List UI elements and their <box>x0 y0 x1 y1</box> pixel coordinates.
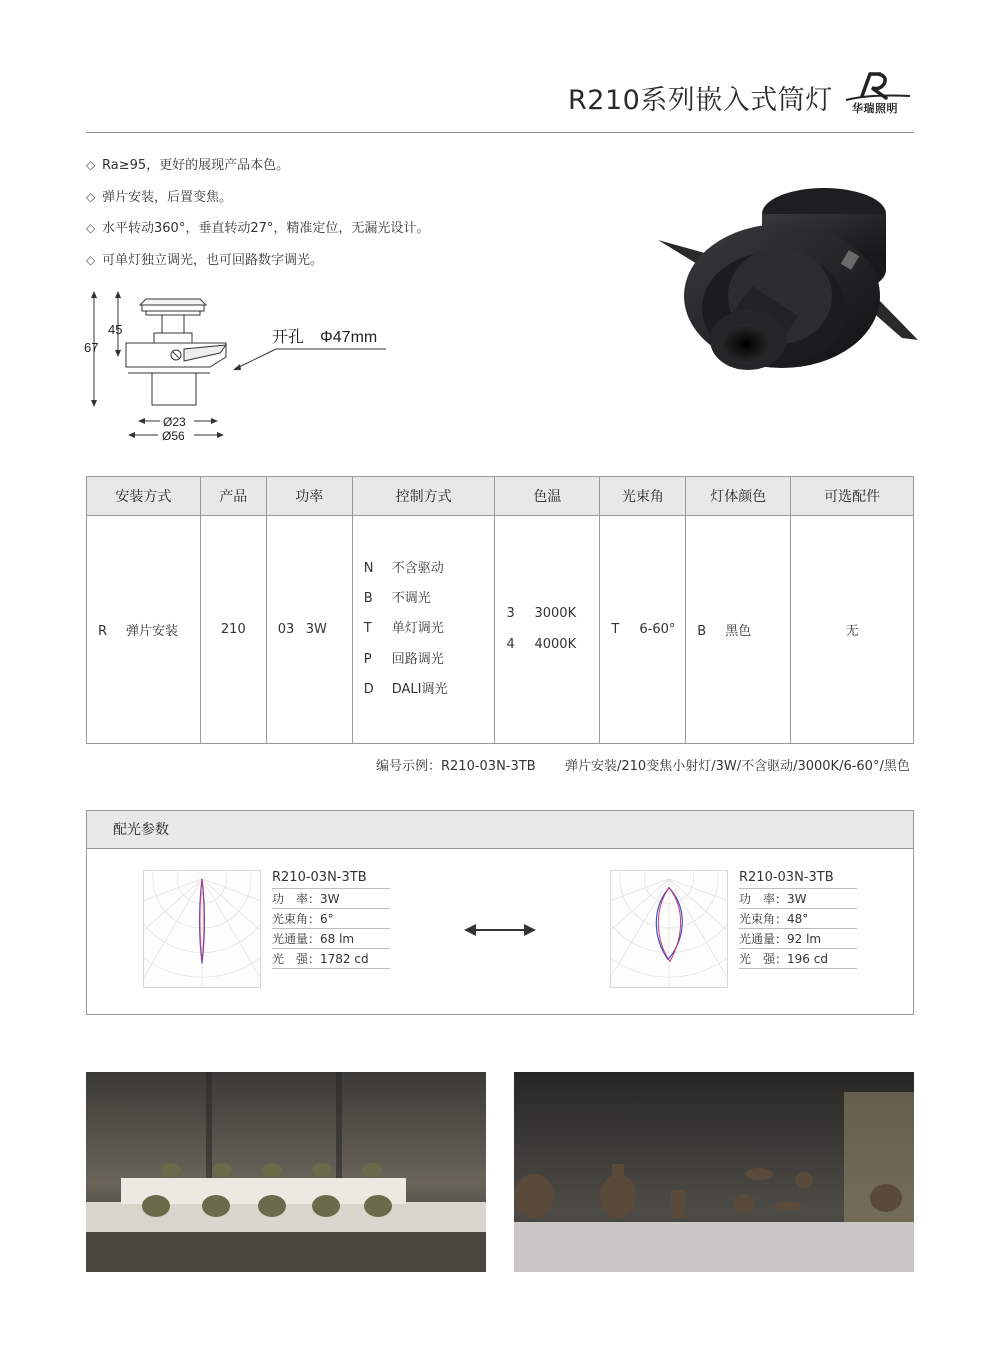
feature-item: ◇ 可单灯独立调光，也可回路数字调光。 <box>86 245 429 277</box>
spec-table <box>86 476 914 744</box>
diamond-icon: ◇ <box>86 221 96 235</box>
application-photo-pottery <box>514 1072 914 1272</box>
diamond-icon: ◇ <box>86 252 96 267</box>
column-header: 色温 <box>495 477 600 516</box>
list-item: D DALI调光 <box>363 681 448 697</box>
list-item: T 单灯调光 <box>363 621 444 637</box>
column-header: 可选配件 <box>791 477 914 516</box>
param-row: 光通量：68 lm <box>272 929 390 949</box>
column-header: 灯体颜色 <box>686 477 791 516</box>
param-row: 光束角：6° <box>272 909 390 929</box>
double-arrow-icon <box>464 920 536 940</box>
params-narrow <box>272 870 390 969</box>
polar-chart-narrow <box>143 870 261 988</box>
table-header-row <box>87 477 914 516</box>
example-description: 弹片安装/210变焦小射灯/3W/不含驱动/3000K/6-60°/黑色 <box>565 759 910 774</box>
param-row: 光 强：196 cd <box>739 949 857 969</box>
model-name: R210-03N-3TB <box>272 870 390 889</box>
diamond-icon: ◇ <box>86 158 96 172</box>
header-divider <box>86 132 914 133</box>
list-item: N 不含驱动 <box>363 560 444 576</box>
dimension-drawing <box>80 285 400 450</box>
list-item: P 回路调光 <box>363 651 444 667</box>
power-cell: 03 3W <box>266 516 352 744</box>
cutout-label: 开孔 Φ47mm <box>272 329 378 346</box>
example-code: 编号示例：R210-03N-3TB <box>376 759 536 774</box>
feature-item: ◇ Ra≥95，更好的展现产品本色。 <box>86 150 429 182</box>
column-header: 产品 <box>200 477 266 516</box>
list-item: B 不调光 <box>363 591 431 607</box>
height-total-label: 67 <box>84 340 99 355</box>
param-row: 光通量：92 lm <box>739 929 857 949</box>
diameter-small-label: Ø23 <box>163 415 186 429</box>
height-upper-label: 45 <box>108 322 123 337</box>
table-row <box>87 516 914 744</box>
param-row: 光 强：1782 cd <box>272 949 390 969</box>
color-cell: B 黑色 <box>686 516 791 744</box>
diameter-large-label: Ø56 <box>162 429 185 443</box>
downlight-product-image <box>640 168 920 408</box>
column-header: 控制方式 <box>352 477 495 516</box>
cct-cell <box>495 516 600 744</box>
list-item: 4 4000K <box>506 636 577 652</box>
param-row: 功 率：3W <box>739 889 857 909</box>
install-cell: R 弹片安装 <box>87 516 201 744</box>
polar-chart-wide <box>610 870 728 988</box>
column-header: 功率 <box>266 477 352 516</box>
param-row: 光束角：48° <box>739 909 857 929</box>
params-wide <box>739 870 857 969</box>
control-cell <box>352 516 495 744</box>
column-header: 光束角 <box>600 477 686 516</box>
accessory-cell: 无 <box>791 516 914 744</box>
logo-text: 华瑞照明 <box>852 102 898 115</box>
beam-cell: T 6-60° <box>600 516 686 744</box>
feature-item: ◇ 水平转动360°，垂直转动27°，精准定位，无漏光设计。 <box>86 213 429 245</box>
page-title: R210系列嵌入式筒灯 <box>568 85 833 116</box>
list-item: 3 3000K <box>506 606 577 622</box>
column-header: 安装方式 <box>87 477 201 516</box>
section-title: 配光参数 <box>87 811 913 849</box>
application-photo-bronze <box>86 1072 486 1272</box>
param-row: 功 率：3W <box>272 889 390 909</box>
product-cell: 210 <box>200 516 266 744</box>
model-name: R210-03N-3TB <box>739 870 857 889</box>
feature-item: ◇ 弹片安装，后置变焦。 <box>86 182 429 214</box>
feature-list <box>86 150 429 276</box>
diamond-icon: ◇ <box>86 189 96 204</box>
